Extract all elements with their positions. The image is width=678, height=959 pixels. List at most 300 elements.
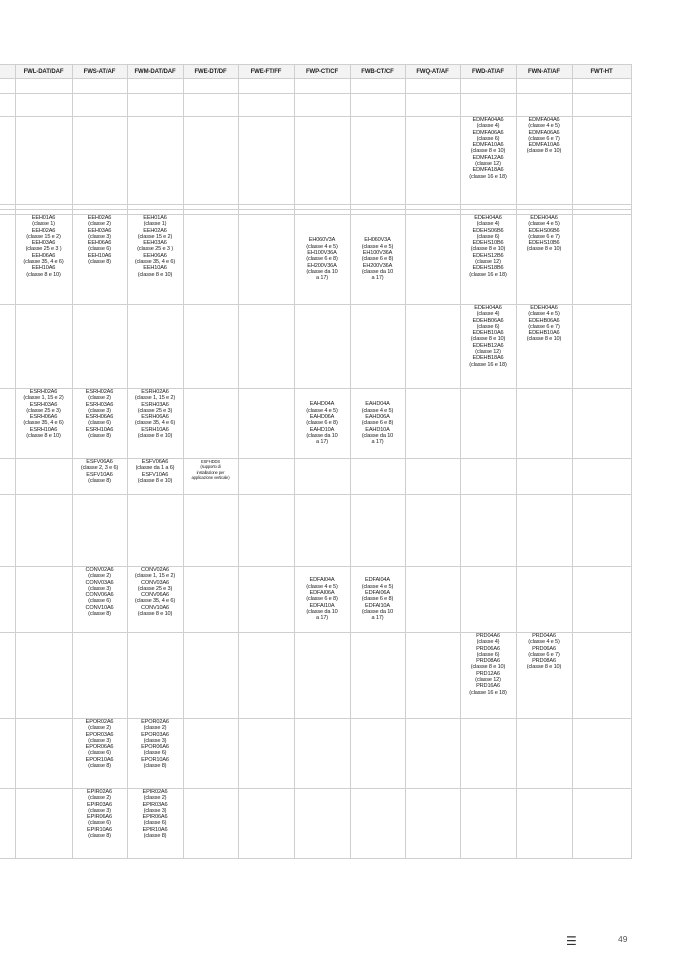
- table-cell: [72, 215, 127, 305]
- cell-line: (classe 6 e 8): [361, 596, 394, 603]
- table-row: [0, 567, 631, 633]
- cell-line: (classe 15 e 2): [26, 233, 61, 240]
- cell-line: (classe 2): [143, 725, 167, 732]
- cell-line: (classe 6): [88, 750, 111, 757]
- table-cell: [15, 389, 72, 459]
- table-cell: [183, 79, 238, 94]
- cell-line: EPOR03A6: [141, 731, 169, 738]
- cell-line: a 17): [371, 615, 384, 622]
- table-cell: [183, 389, 238, 459]
- table-cell: [238, 633, 294, 719]
- table-cell: [0, 117, 15, 205]
- cell-line: (classe 3): [88, 407, 111, 414]
- cell-line: ESRH06A6: [29, 414, 58, 421]
- cell-line: EAHD06A: [365, 414, 390, 421]
- table-cell: [238, 719, 294, 789]
- cell-line: (classe 25 e 3 ): [137, 246, 173, 253]
- cell-line: (classe 8 e 10): [470, 336, 506, 343]
- table-cell: [238, 305, 294, 389]
- cell-line: (classe 6 e 8): [361, 256, 394, 263]
- cell-line: CONV10A6: [140, 604, 170, 611]
- table-cell: [405, 389, 460, 459]
- cell-line: (classe 16 e 18): [469, 173, 507, 180]
- cell-line: EH200V36A: [362, 262, 393, 269]
- cell-line: (classe 2): [88, 221, 111, 228]
- cell-line: EH100V36A: [307, 250, 337, 257]
- cell-line: (classe 35, 4 e 6): [134, 598, 176, 605]
- header-fwe-ft: FWE-FT/FF: [238, 65, 294, 79]
- table-cell: [72, 567, 127, 633]
- cell-line: a 17): [371, 439, 384, 446]
- table-cell: [572, 389, 631, 459]
- table-cell: [0, 633, 15, 719]
- table-cell: [127, 215, 183, 305]
- cell-line: (classe 3): [88, 585, 111, 592]
- table-cell: [572, 633, 631, 719]
- cell-line: EEH01A6: [31, 215, 56, 221]
- table-cell: [127, 495, 183, 567]
- cell-line: EEH02A6: [143, 227, 167, 234]
- cell-line: EDMFA06A6: [528, 129, 560, 136]
- cell-line: a 17): [316, 275, 328, 282]
- cell-line: EAHD10A: [309, 426, 335, 433]
- table-row: [0, 215, 631, 305]
- cell-line: ESFV10A6: [141, 471, 169, 478]
- table-cell: [127, 389, 183, 459]
- cell-line: EDEHS12B6: [472, 252, 504, 259]
- cell-line: EEH06A6: [143, 252, 167, 259]
- table-cell: [0, 567, 15, 633]
- table-cell: [127, 117, 183, 205]
- cell-line: CONV10A6: [85, 604, 114, 611]
- cell-line: PRD08A6: [476, 658, 500, 665]
- table-cell: [350, 459, 405, 495]
- cell-line: (classe 6): [143, 820, 167, 827]
- header-fwp: FWP-CT/CF: [294, 65, 350, 79]
- table-cell: [238, 495, 294, 567]
- cell-line: applicazione verticale): [191, 475, 230, 481]
- cell-line: (classe 1): [32, 221, 55, 228]
- cell-line: EPIR03A6: [87, 801, 112, 808]
- table-cell: [15, 459, 72, 495]
- table-cell: [294, 719, 350, 789]
- table-cell: [350, 719, 405, 789]
- table-cell: [405, 79, 460, 94]
- cell-line: EPOR06A6: [85, 744, 114, 751]
- table-cell: [294, 94, 350, 117]
- table-cell: [183, 633, 238, 719]
- cell-line: (classe 4 e 5): [361, 407, 394, 414]
- cell-line: EPIR10A6: [142, 826, 168, 833]
- cell-line: EEH02A6: [87, 215, 112, 221]
- table-cell: [238, 567, 294, 633]
- cell-line: EDMFA10A6: [528, 142, 560, 149]
- cell-line: (classe 12): [475, 349, 501, 356]
- table-row: [0, 117, 631, 205]
- cell-line: EH200V36A: [307, 262, 337, 269]
- cell-line: EAHD04A: [365, 401, 390, 408]
- cell-line: (classe 8 e 10): [137, 271, 173, 278]
- cell-line: (classe da 10: [306, 268, 338, 275]
- table-cell: [516, 719, 572, 789]
- cell-line: (classe da 10: [306, 432, 338, 439]
- table-cell: [294, 117, 350, 205]
- cell-line: (classe 12): [475, 259, 501, 266]
- table-cell: [350, 117, 405, 205]
- table-cell: [238, 94, 294, 117]
- cell-line: (classe 8): [88, 763, 111, 770]
- cell-line: EDFAI10A: [365, 602, 390, 609]
- cell-line: (classe 6): [476, 323, 500, 330]
- cell-line: (classe 8 e 10): [26, 433, 61, 440]
- cell-line: (classe 6): [88, 420, 111, 427]
- table-cell: [460, 719, 516, 789]
- cell-line: (classe 3): [88, 737, 111, 744]
- table-cell: [350, 495, 405, 567]
- table-cell: [127, 567, 183, 633]
- table-cell: [516, 305, 572, 389]
- header-fwm: FWM-DAT/DAF: [127, 65, 183, 79]
- table-cell: [0, 215, 15, 305]
- cell-line: (classe 6 e 8): [306, 596, 338, 603]
- table-cell: [516, 389, 572, 459]
- cell-line: EEH06A6: [31, 252, 56, 259]
- cell-line: EPOR03A6: [85, 731, 114, 738]
- cell-line: (classe 4 e 5): [528, 123, 560, 130]
- header-fwt: FWT-HT: [572, 65, 631, 79]
- cell-line: (classe 2): [88, 725, 111, 732]
- table-row: [0, 79, 631, 94]
- cell-line: (classe 8): [88, 433, 111, 440]
- table-cell: [350, 79, 405, 94]
- table-cell: [572, 215, 631, 305]
- cell-line: EDFAI04A: [309, 577, 335, 584]
- cell-line: EDEHB10A6: [528, 330, 560, 337]
- cell-line: (classe 2): [88, 395, 111, 402]
- cell-line: PRD06A6: [532, 645, 556, 652]
- table-cell: [516, 567, 572, 633]
- cell-line: EDEH04A6: [530, 305, 558, 311]
- table-cell: [350, 215, 405, 305]
- cell-line: EAHD04A: [309, 401, 335, 408]
- cell-line: ESFV06A6: [141, 459, 169, 465]
- table-cell: [238, 215, 294, 305]
- table-cell: [350, 567, 405, 633]
- cell-line: (classe 3): [143, 737, 167, 744]
- cell-line: (classe 4 e 5): [361, 583, 394, 590]
- table-cell: [183, 215, 238, 305]
- table-body: [0, 79, 631, 859]
- cell-line: CONV02A6: [85, 567, 114, 573]
- cell-line: (classe 4 e 5): [361, 243, 394, 250]
- table-cell: [516, 215, 572, 305]
- cell-line: (classe 6): [88, 246, 111, 253]
- table-cell: [183, 94, 238, 117]
- table-cell: [572, 495, 631, 567]
- table-cell: [127, 459, 183, 495]
- cell-line: EDFAI04A: [365, 577, 390, 584]
- table-cell: [15, 79, 72, 94]
- cell-line: (classe 16 e 18): [469, 689, 507, 696]
- cell-line: CONV06A6: [85, 592, 114, 599]
- cell-line: CONV02A6: [140, 567, 170, 573]
- table-cell: [405, 495, 460, 567]
- table-cell: [72, 305, 127, 389]
- table-cell: [294, 789, 350, 859]
- cell-line: (classe 8 e 10): [470, 246, 506, 253]
- cell-line: (classe 6): [88, 820, 111, 827]
- table-cell: [183, 495, 238, 567]
- cell-line: (classe 8 e 10): [137, 433, 173, 440]
- table-cell: [127, 633, 183, 719]
- table-cell: [460, 567, 516, 633]
- cell-line: ESRH10A6: [29, 426, 58, 433]
- table-cell: [0, 459, 15, 495]
- table-cell: [572, 567, 631, 633]
- table-cell: [72, 79, 127, 94]
- cell-line: ESRH10A6: [85, 426, 114, 433]
- cell-line: (classe da 10: [361, 432, 394, 439]
- cell-line: (classe 4): [476, 311, 500, 318]
- cell-line: (classe 6 e 8): [306, 256, 338, 263]
- table-row: [0, 305, 631, 389]
- cell-line: (classe 6 e 7): [528, 135, 560, 142]
- cell-line: ESRH02A6: [141, 389, 169, 395]
- cell-line: EAHD06A: [309, 414, 335, 421]
- cell-line: EEH02A6: [31, 227, 56, 234]
- cell-line: EPIR06A6: [87, 814, 112, 821]
- cell-line: ESRH02A6: [85, 389, 114, 395]
- table-cell: [294, 567, 350, 633]
- cell-line: (classe 12): [475, 161, 501, 168]
- cell-line: EEH10A6: [143, 265, 167, 272]
- cell-line: (classe 4 e 5): [306, 583, 338, 590]
- cell-line: CONV03A6: [85, 579, 114, 586]
- cell-line: EDEH04A6: [474, 305, 502, 311]
- table-cell: [15, 117, 72, 205]
- cell-line: (classe 8): [143, 833, 167, 840]
- cell-line: EDMFA18A6: [472, 167, 504, 174]
- table-cell: [350, 389, 405, 459]
- cell-line: (classe 25 e 3 ): [25, 246, 62, 253]
- table-cell: [15, 789, 72, 859]
- cell-line: (classe 8): [88, 477, 111, 484]
- table-cell: [350, 633, 405, 719]
- cell-line: (classe 8 e 10): [526, 148, 562, 155]
- table-cell: [294, 459, 350, 495]
- table-cell: [572, 459, 631, 495]
- cell-line: EDEHS06B6: [528, 227, 560, 234]
- cell-line: EDFAI06A: [365, 590, 390, 597]
- cell-line: EEH03A6: [143, 240, 167, 247]
- cell-line: (classe 25 e 3): [26, 407, 61, 414]
- cell-line: (supporto di: [200, 464, 221, 470]
- cell-line: EEH10A6: [87, 252, 112, 259]
- table-cell: [127, 94, 183, 117]
- table-cell: [15, 94, 72, 117]
- header-fws: FWS-AT/AF: [72, 65, 127, 79]
- cell-line: (classe 8 e 10): [526, 336, 562, 343]
- table-cell: [460, 789, 516, 859]
- cell-line: (classe 8 e 10): [526, 664, 562, 671]
- table-cell: [72, 633, 127, 719]
- table-cell: [350, 789, 405, 859]
- cell-line: EEH10A6: [31, 265, 56, 272]
- table-cell: [183, 117, 238, 205]
- table-cell: [183, 305, 238, 389]
- cell-line: (classe 1, 15 e 2): [134, 395, 176, 402]
- cell-line: (classe 2): [143, 795, 167, 802]
- cell-line: (classe 16 e 18): [469, 271, 507, 278]
- cell-line: EDEHS10B6: [472, 240, 504, 247]
- table-cell: [405, 117, 460, 205]
- cell-line: ESRH03A6: [141, 401, 169, 408]
- table-cell: [572, 305, 631, 389]
- cell-line: EPOR02A6: [141, 719, 169, 725]
- cell-line: CONV06A6: [140, 592, 170, 599]
- table-cell: [238, 117, 294, 205]
- header-cell-0: [0, 65, 15, 79]
- cell-line: ESRH10A6: [141, 426, 169, 433]
- header-fwd: FWD-AT/AF: [460, 65, 516, 79]
- cell-line: EPIR03A6: [142, 801, 168, 808]
- cell-line: EDEHS10B6: [528, 240, 560, 247]
- table-cell: [460, 633, 516, 719]
- table-row: [0, 459, 631, 495]
- cell-line: EPOR02A6: [85, 719, 114, 725]
- cell-line: EDMFA04A6: [472, 117, 504, 123]
- cell-line: (classe 8 e 10): [137, 477, 173, 484]
- table-cell: [572, 719, 631, 789]
- cell-line: ESRH03A6: [29, 401, 58, 408]
- cell-line: EDEH04A6: [474, 215, 502, 221]
- cell-line: (classe 35, 4 e 6): [23, 420, 64, 427]
- cell-line: EEH01A6: [143, 215, 167, 221]
- cell-line: (classe 4): [476, 221, 500, 228]
- table-cell: [127, 789, 183, 859]
- table-cell: [516, 633, 572, 719]
- table-cell: [405, 633, 460, 719]
- table-cell: [460, 79, 516, 94]
- cell-line: ESFHDDS: [201, 459, 220, 464]
- table-cell: [516, 79, 572, 94]
- header-fwe-dt: FWE-DT/DF: [183, 65, 238, 79]
- table-cell: [294, 389, 350, 459]
- cell-line: (classe 8): [88, 259, 111, 266]
- cell-line: EDEHB10A6: [472, 330, 504, 337]
- cell-line: EEH06A6: [87, 240, 112, 247]
- cell-line: (classe 4 e 5): [528, 221, 560, 228]
- table-cell: [572, 94, 631, 117]
- table-cell: [72, 117, 127, 205]
- table-cell: [572, 79, 631, 94]
- cell-line: (classe 6 e 7): [528, 233, 560, 240]
- cell-line: ESFV06A6: [86, 459, 113, 465]
- table-cell: [238, 459, 294, 495]
- cell-line: (classe 3): [143, 807, 167, 814]
- cell-line: (classe 35, 4 e 6): [23, 259, 64, 266]
- table-cell: [15, 215, 72, 305]
- table-cell: [72, 389, 127, 459]
- cell-line: PRD08A6: [532, 658, 556, 665]
- cell-line: (classe 8 e 10): [470, 664, 506, 671]
- cell-line: (classe da 1 a 6): [135, 465, 175, 472]
- table-cell: [350, 305, 405, 389]
- table-row: [0, 633, 631, 719]
- cell-line: EH060V3A: [364, 237, 391, 244]
- cell-line: EPIR06A6: [142, 814, 168, 821]
- cell-line: (classe 2): [88, 795, 111, 802]
- cell-line: EDEHS06B6: [472, 227, 504, 234]
- cell-line: (classe 3): [88, 233, 111, 240]
- cell-line: EH100V36A: [362, 250, 393, 257]
- cell-line: PRD12A6: [476, 670, 500, 677]
- table-cell: [460, 495, 516, 567]
- header-fwb: FWB-CT/CF: [350, 65, 405, 79]
- cell-line: (classe 8 e 10): [470, 148, 506, 155]
- table-cell: [294, 633, 350, 719]
- table-cell: [405, 94, 460, 117]
- table-cell: [405, 719, 460, 789]
- cell-line: (classe 8 e 10): [26, 271, 61, 278]
- cell-line: (classe 2): [88, 573, 111, 580]
- cell-line: (classe 3): [88, 807, 111, 814]
- cell-line: EPOR10A6: [85, 756, 114, 763]
- cell-line: EDEHB06A6: [528, 317, 560, 324]
- cell-line: EDEHB18A6: [472, 355, 504, 362]
- cell-line: (classe 16 e 18): [469, 361, 507, 368]
- table-cell: [350, 94, 405, 117]
- cell-line: EDEHB12A6: [472, 342, 504, 349]
- table-cell: [183, 719, 238, 789]
- cell-line: (classe 6): [88, 598, 111, 605]
- header-row: [0, 65, 631, 79]
- table-cell: [238, 789, 294, 859]
- header-fwl: FWL-DAT/DAF: [15, 65, 72, 79]
- table-cell: [238, 79, 294, 94]
- table-cell: [0, 94, 15, 117]
- table-cell: [72, 495, 127, 567]
- cell-line: EDMFA10A6: [472, 142, 504, 149]
- accessory-compatibility-table: [0, 64, 632, 859]
- table-cell: [15, 305, 72, 389]
- cell-line: (classe 1, 15 e 2): [134, 573, 176, 580]
- cell-line: (classe 25 e 3): [137, 407, 173, 414]
- table-cell: [460, 305, 516, 389]
- table-cell: [294, 215, 350, 305]
- table-cell: [0, 719, 15, 789]
- table-cell: [0, 789, 15, 859]
- table-cell: [460, 215, 516, 305]
- cell-line: (classe 4): [476, 639, 500, 646]
- cell-line: (classe 8): [88, 611, 111, 618]
- table-cell: [405, 305, 460, 389]
- cell-line: EPIR02A6: [87, 789, 112, 795]
- cell-line: (classe 35, 4 e 6): [134, 259, 176, 266]
- cell-line: (classe 8): [143, 763, 167, 770]
- cell-line: EAHD10A: [365, 426, 390, 433]
- cell-line: EPIR10A6: [87, 826, 112, 833]
- table-cell: [294, 495, 350, 567]
- table-cell: [15, 719, 72, 789]
- table-cell: [127, 305, 183, 389]
- header-fwq: FWQ-AT/AF: [405, 65, 460, 79]
- cell-line: (classe da 10: [361, 268, 394, 275]
- cell-line: EDFAI10A: [309, 602, 335, 609]
- cell-line: (classe 8 e 10): [526, 246, 562, 253]
- cell-line: ESFV10A6: [86, 471, 113, 478]
- cell-line: EDMFA12A6: [472, 154, 504, 161]
